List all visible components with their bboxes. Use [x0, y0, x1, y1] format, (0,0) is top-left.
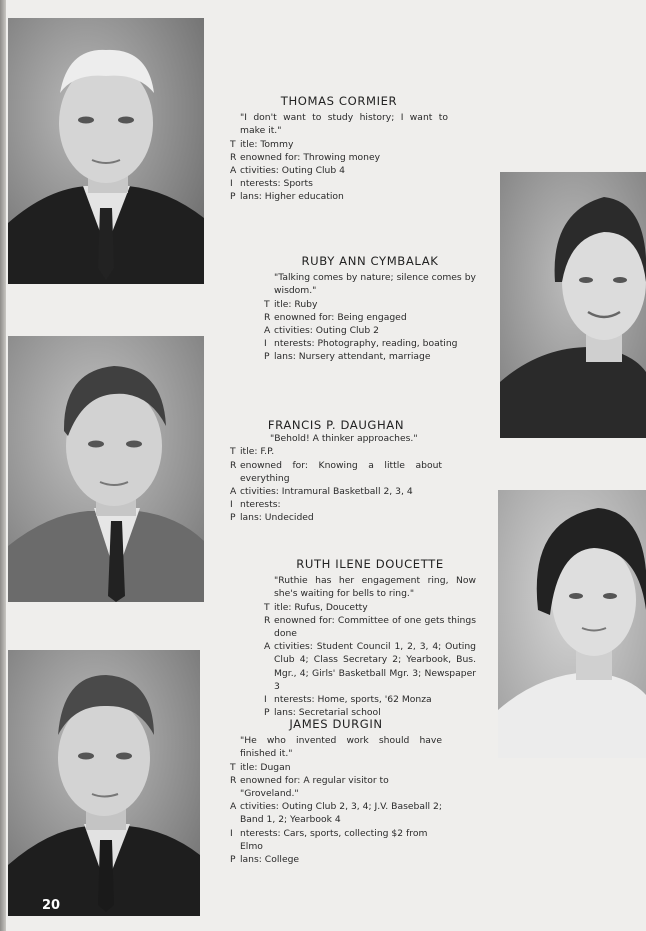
field-activities: [230, 800, 442, 826]
portrait-photo-ruth-ilene-doucette: [498, 490, 646, 758]
field-initial: P: [264, 351, 270, 363]
field-plans: [264, 350, 476, 363]
field-initial: P: [230, 191, 236, 203]
field-initial: T: [230, 446, 236, 458]
field-initial: R: [230, 774, 237, 786]
field-text: itle: F.P.: [240, 446, 275, 458]
field-renowned: [230, 774, 442, 800]
field-initial: P: [230, 854, 236, 866]
field-plans: [230, 511, 442, 524]
student-name: THOMAS CORMIER: [280, 94, 398, 108]
field-title: [264, 601, 476, 614]
field-initial: P: [264, 707, 270, 719]
field-initial: R: [264, 311, 271, 323]
field-initial: I: [230, 499, 233, 511]
field-interests: [230, 498, 442, 511]
field-title: [230, 445, 442, 458]
field-text: ctivities: Outing Club 2, 3, 4; J.V. Baseball 2; Band 1, 2; Yearbook 4: [240, 801, 442, 826]
field-initial: I: [264, 338, 267, 350]
portrait-photo-ruby-ann-cymbalak: [500, 172, 646, 438]
field-initial: T: [264, 601, 270, 613]
student-entry-thomas-cormier: [230, 95, 448, 204]
field-renowned: [264, 614, 476, 640]
field-title: [230, 138, 448, 151]
field-initial: A: [230, 801, 237, 813]
field-text: lans: Nursery attendant, marriage: [274, 351, 431, 363]
field-text: lans: Secretarial school: [274, 707, 381, 719]
portrait-photo-james-durgin: [8, 650, 200, 916]
student-quote: "Behold! A thinker approaches.": [270, 433, 418, 445]
portrait-photo-thomas-cormier: [8, 18, 204, 284]
field-text: nterests: Sports: [240, 178, 313, 190]
field-text: itle: Dugan: [240, 761, 291, 773]
field-initial: T: [230, 761, 236, 773]
student-name: RUBY ANN CYMBALAK: [301, 254, 439, 268]
field-initial: A: [264, 641, 271, 653]
student-quote: "I don't want to study history; I want to make it.": [240, 112, 448, 137]
field-plans: [230, 853, 442, 866]
student-quote: "Ruthie has her engagement ring, Now she's waiting for bells to ring.": [274, 575, 476, 600]
field-text: ctivities: Student Council 1, 2, 3, 4; Outing Club 4; Class Secretary 2; Yearbook, Bus. Mgr., 4; Girls' Basketball Mgr. 3; Newspaper 3: [274, 641, 476, 692]
field-renowned: [230, 459, 442, 485]
student-entry-james-durgin: [230, 718, 442, 866]
student-name: FRANCIS P. DAUGHAN: [267, 418, 405, 432]
field-initial: I: [230, 178, 233, 190]
student-entry-francis-p-daughan: [230, 419, 442, 525]
page-binding-edge: [0, 0, 6, 931]
field-initial: R: [230, 459, 237, 471]
field-text: nterests: Cars, sports, collecting $2 from Elmo: [240, 827, 428, 852]
page-number: 20: [42, 898, 61, 913]
field-initial: R: [264, 614, 271, 626]
field-text: nterests: Photography, reading, boating: [274, 338, 458, 350]
student-name: RUTH ILENE DOUCETTE: [296, 557, 444, 571]
student-quote: "Talking comes by nature; silence comes by wisdom.": [274, 272, 476, 297]
field-initial: A: [230, 486, 237, 498]
field-text: ctivities: Outing Club 2: [274, 325, 379, 337]
field-title: [230, 761, 442, 774]
field-text: enowned for: Committee of one gets things done: [274, 614, 476, 640]
field-text: lans: Higher education: [240, 191, 344, 203]
field-renowned: [230, 151, 448, 164]
field-initial: I: [230, 827, 233, 839]
field-text: itle: Rufus, Doucetty: [274, 601, 368, 613]
field-renowned: [264, 311, 476, 324]
field-text: enowned for: Knowing a little about everything: [240, 459, 442, 484]
field-interests: [264, 337, 476, 350]
field-text: lans: College: [240, 854, 300, 866]
field-initial: P: [230, 512, 236, 524]
field-text: enowned for: Throwing money: [240, 151, 381, 163]
field-activities: [264, 324, 476, 337]
field-interests: [264, 693, 476, 706]
field-text: itle: Tommy: [240, 138, 294, 150]
student-quote: "He who invented work should have finished it.": [240, 735, 442, 760]
field-initial: A: [264, 325, 271, 337]
field-interests: [230, 827, 442, 853]
field-interests: [230, 177, 448, 190]
field-activities: [230, 485, 442, 498]
field-initial: I: [264, 694, 267, 706]
portrait-photo-francis-p-daughan: [8, 336, 204, 602]
student-entry-ruby-ann-cymbalak: [264, 255, 476, 364]
field-text: enowned for: A regular visitor to "Groveland.": [240, 774, 389, 800]
field-initial: T: [230, 138, 236, 150]
field-text: nterests:: [240, 499, 281, 511]
field-title: [264, 298, 476, 311]
field-text: ctivities: Outing Club 4: [240, 165, 345, 177]
field-text: ctivities: Intramural Basketball 2, 3, 4: [240, 486, 413, 498]
field-plans: [230, 190, 448, 203]
student-name: JAMES DURGIN: [289, 717, 383, 731]
field-text: nterests: Home, sports, '62 Monza: [274, 694, 432, 706]
field-activities: [264, 640, 476, 693]
student-entry-ruth-ilene-doucette: [264, 558, 476, 719]
field-initial: A: [230, 165, 237, 177]
field-text: lans: Undecided: [240, 512, 314, 524]
field-initial: T: [264, 298, 270, 310]
field-text: enowned for: Being engaged: [274, 311, 407, 323]
field-initial: R: [230, 151, 237, 163]
field-text: itle: Ruby: [274, 298, 318, 310]
field-activities: [230, 164, 448, 177]
